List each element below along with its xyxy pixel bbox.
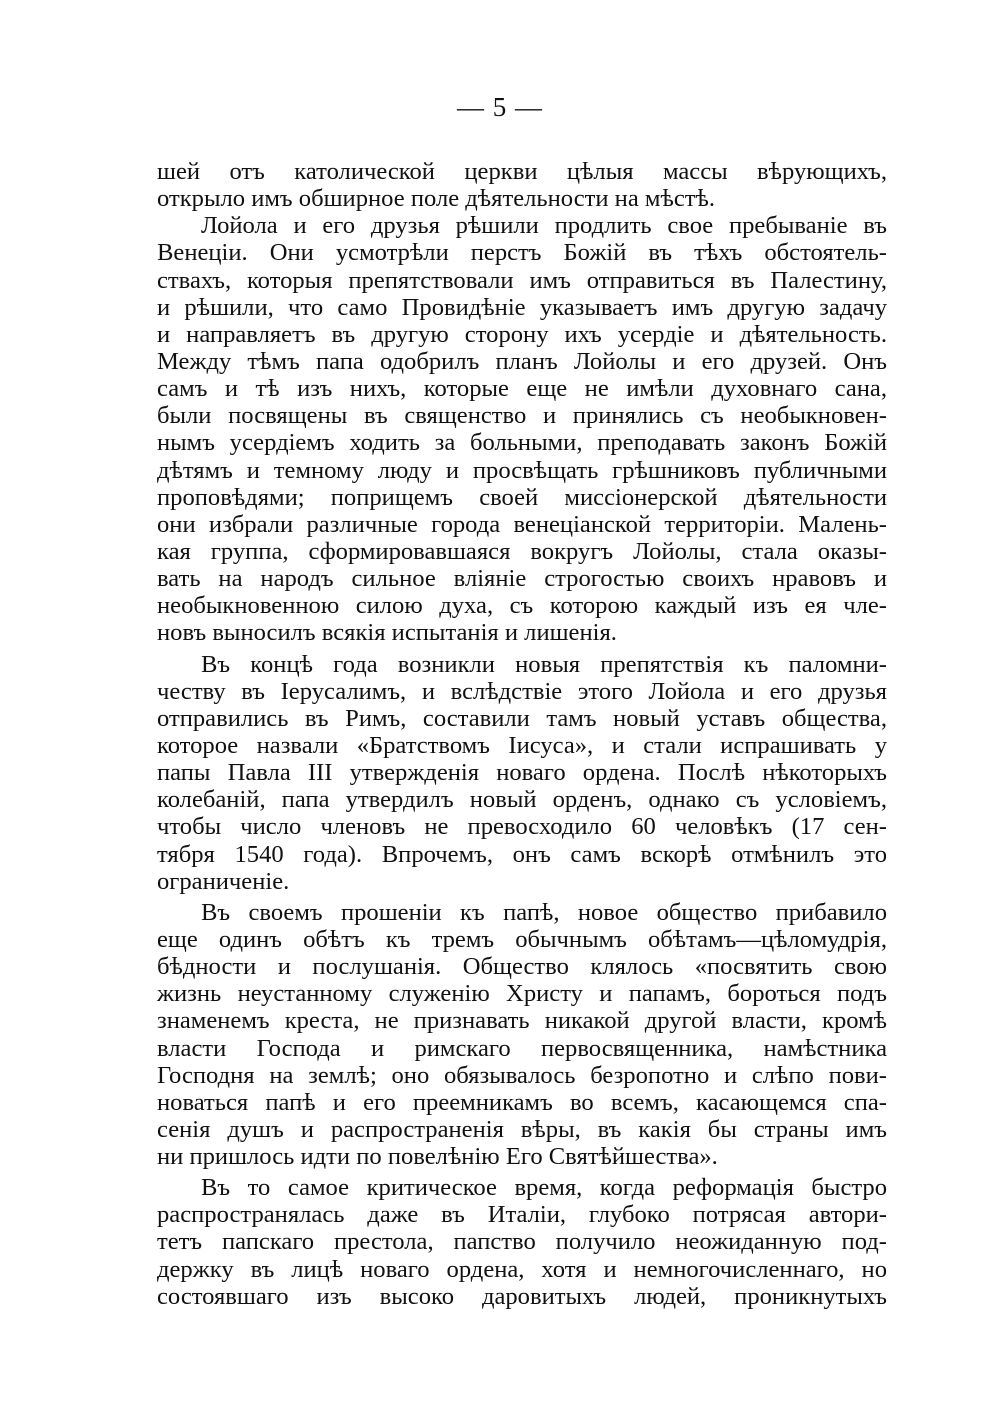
text-line: тетъ папскаго престола, папство получило неожиданную под- (157, 1228, 887, 1256)
paragraph (157, 651, 887, 895)
text-line: и рѣшили, что само Провидѣніе указываетъ имъ другую задачу (157, 293, 887, 321)
text-line: папы Павла III утвержденія новаго ордена. Послѣ нѣкоторыхъ (157, 759, 887, 787)
text-line: были посвящены въ священство и принялись съ необыкновен- (157, 402, 887, 430)
text-line: бѣдности и послушанія. Общество клялось «посвятить свою (157, 953, 887, 981)
text-line: Лойола и его друзья рѣшили продлить свое пребываніе въ (201, 212, 887, 240)
text-line: тября 1540 года). Впрочемъ, онъ самъ вскорѣ отмѣнилъ это (157, 840, 887, 868)
text-line: жизнь неустанному служенію Христу и папамъ, бороться подъ (157, 980, 887, 1008)
text-line: открыло имъ обширное поле дѣятельности на мѣстѣ. (157, 185, 715, 213)
text-line: чтобы число членовъ не превосходило 60 человѣкъ (17 сен- (157, 813, 887, 841)
text-line: отправились въ Римъ, составили тамъ новый уставъ общества, (157, 704, 887, 732)
text-line: ствахъ, которыя препятствовали имъ отправиться въ Палестину, (157, 266, 887, 294)
body-text (157, 158, 887, 1310)
text-line: необыкновенною силою духа, съ которою каждый изъ ея чле- (157, 592, 887, 620)
text-line: держку въ лицѣ новаго ордена, хотя и немногочисленнаго, но (157, 1255, 887, 1283)
text-line: распространялась даже въ Италіи, глубоко потрясая автори- (157, 1201, 887, 1229)
text-line: и направляетъ въ другую сторону ихъ усердіе и дѣятельность. (157, 320, 887, 348)
text-line: шей отъ католической церкви цѣлыя массы вѣрующихъ, (157, 158, 887, 185)
text-line: Въ концѣ года возникли новыя препятствія къ паломни- (201, 650, 887, 678)
text-line: нымъ усердіемъ ходить за больными, преподавать законъ Божій (157, 429, 887, 457)
text-line: Господня на землѣ; оно обязывалось безропотно и слѣпо пови- (157, 1061, 887, 1089)
paragraph (157, 899, 887, 1170)
text-line: которое назвали «Братствомъ Іисуса», и стали испрашивать у (157, 731, 887, 759)
text-line: сенія душъ и распространенія вѣры, въ какія бы страны имъ (157, 1115, 887, 1143)
paragraph (157, 1174, 887, 1310)
text-line: колебаній, папа утвердилъ новый орденъ, однако съ условіемъ, (157, 786, 887, 814)
paragraph (157, 158, 887, 212)
text-line: власти Господа и римскаго первосвященника, намѣстника (157, 1034, 887, 1062)
text-line: новаться папѣ и его преемникамъ во всемъ, касающемся спа- (157, 1088, 887, 1116)
text-line: знаменемъ креста, не признавать никакой другой власти, кромѣ (157, 1007, 887, 1035)
text-line: Венеціи. Они усмотрѣли перстъ Божій въ тѣхъ обстоятель- (157, 239, 887, 267)
page-number: — 5 — (457, 92, 543, 122)
text-line: Въ своемъ прошеніи къ папѣ, новое общество прибавило (201, 898, 887, 926)
text-line: они избрали различные города венеціанской территоріи. Малень- (157, 510, 887, 538)
text-line: честву въ Іерусалимъ, и вслѣдствіе этого Лойола и его друзья (157, 677, 887, 705)
text-line: еще одинъ обѣтъ къ тремъ обычнымъ обѣтамъ—цѣломудрія, (157, 925, 887, 953)
text-line: состоявшаго изъ высоко даровитыхъ людей, проникнутыхъ (157, 1282, 887, 1310)
text-line: ограниченіе. (157, 867, 290, 895)
text-line: Между тѣмъ папа одобрилъ планъ Лойолы и его друзей. Онъ (157, 347, 887, 375)
text-line: новъ выносилъ всякія испытанія и лишенія. (157, 619, 617, 647)
text-line: вать на народъ сильное вліяніе строгостью своихъ нравовъ и (157, 565, 887, 593)
text-line: самъ и тѣ изъ нихъ, которые еще не имѣли духовнаго сана, (157, 375, 887, 403)
text-line: Въ то самое критическое время, когда реформація быстро (201, 1174, 887, 1202)
text-line: дѣтямъ и темному люду и просвѣщать грѣшниковъ публичными (157, 456, 887, 484)
paragraph (157, 212, 887, 646)
text-line: ни пришлось идти по повелѣнію Его Святѣйшества». (157, 1143, 718, 1171)
text-line: проповѣдями; поприщемъ своей миссіонерской дѣятельности (157, 483, 887, 511)
text-line: кая группа, сформировавшаяся вокругъ Лойолы, стала оказы- (157, 537, 887, 565)
